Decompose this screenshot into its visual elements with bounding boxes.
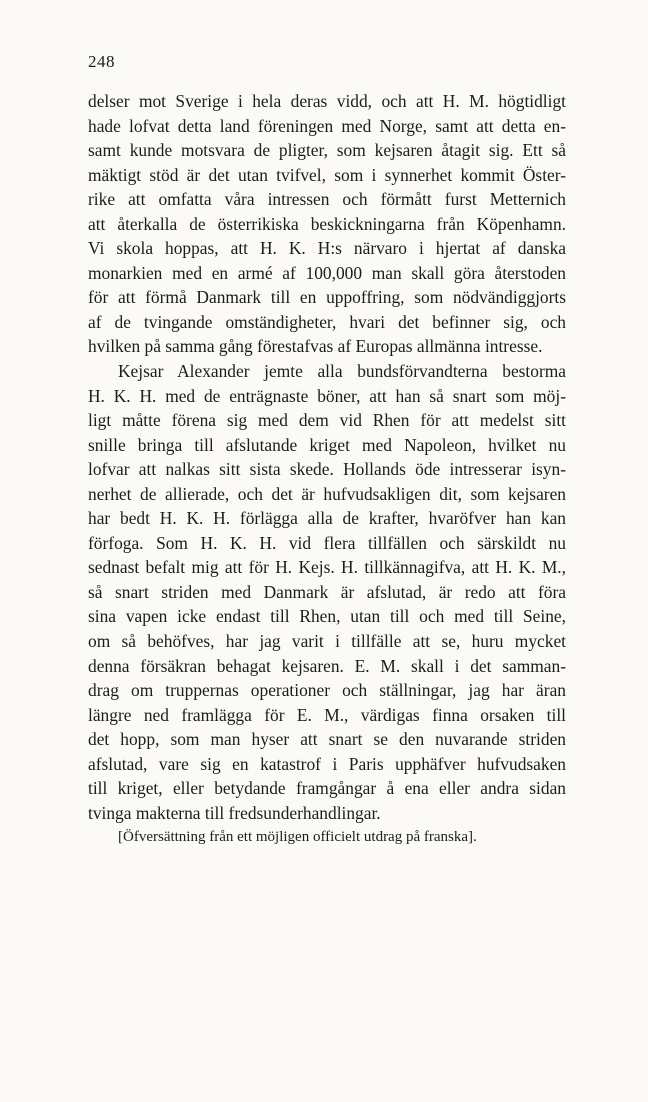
text-line: samt kunde motsvara de pligter, som kejsaren åtagit sig. Ett så: [88, 140, 566, 161]
text-line: för att förmå Danmark till en uppoffring, som nödvändiggjorts: [88, 287, 566, 308]
text-line: så snart striden med Danmark är afslutad, är redo att föra: [88, 581, 566, 602]
text-line: tvinga makterna till fredsunderhandlingar.: [88, 802, 381, 823]
text-line: det hopp, som man hyser att snart se den nuvarande striden: [88, 729, 566, 750]
text-line: monarkien med en armé af 100,000 man skall göra återstoden: [88, 262, 566, 283]
text-line: längre ned framlägga för E. M., värdigas finna orsaken till: [88, 704, 566, 725]
text-line: hvilken på samma gång förestafvas af Europas allmänna intresse.: [88, 336, 543, 357]
text-line: hade lofvat detta land föreningen med Norge, samt att detta en-: [88, 115, 566, 136]
text-line: förfoga. Som H. K. H. vid flera tillfällen och särskildt nu: [88, 532, 566, 553]
text-line: H. K. H. med de enträgnaste böner, att han så snart som möj-: [88, 385, 566, 406]
text-line: af de tvingande omständigheter, hvari det befinner sig, och: [88, 311, 566, 332]
text-line: ligt måtte förena sig med dem vid Rhen för att medelst sitt: [88, 410, 566, 431]
text-line: att återkalla de österrikiska beskickningarna från Köpenhamn.: [88, 213, 566, 234]
text-line: till kriget, eller betydande framgångar å ena eller andra sidan: [88, 778, 566, 799]
text-line: nerhet de allierade, och det är hufvudsakligen dit, som kejsaren: [88, 483, 566, 504]
paragraph-start-line: Kejsar Alexander jemte alla bundsförvandterna bestorma: [118, 361, 566, 382]
text-line: afslutad, vare sig en katastrof i Paris upphäfver hufvudsaken: [88, 753, 566, 774]
text-line: snille bringa till afslutande kriget med Napoleon, hvilket nu: [88, 434, 566, 455]
page-number: 248: [88, 52, 115, 71]
body-text: [88, 89, 566, 850]
text-line: denna försäkran behagat kejsaren. E. M. skall i det samman-: [88, 655, 566, 676]
text-line: om så behöfves, har jag varit i tillfälle att se, huru mycket: [88, 631, 566, 652]
text-line: sednast befalt mig att för H. Kejs. H. tillkännagifva, att H. K. M.,: [88, 557, 566, 578]
text-line: Vi skola hoppas, att H. K. H:s närvaro i hjertat af danska: [88, 238, 566, 259]
text-line: drag om truppernas operationer och ställningar, jag har äran: [88, 680, 566, 701]
text-line: mäktigt stöd är det utan tvifvel, som i synnerhet kommit Öster-: [88, 164, 566, 185]
text-line: har bedt H. K. H. förlägga alla de krafter, hvaröfver han kan: [88, 508, 566, 529]
text-line: rike att omfatta våra intressen och förmått furst Metternich: [88, 189, 566, 210]
text-line: delser mot Sverige i hela deras vidd, och att H. M. högtidligt: [88, 91, 566, 111]
text-line: lofvar att nalkas sitt sista skede. Hollands öde intresserar isyn-: [88, 459, 566, 480]
text-line: sina vapen icke endast till Rhen, utan till och med till Seine,: [88, 606, 566, 627]
translation-note: [Öfversättning från ett möjligen officielt utdrag på franska].: [118, 829, 477, 846]
